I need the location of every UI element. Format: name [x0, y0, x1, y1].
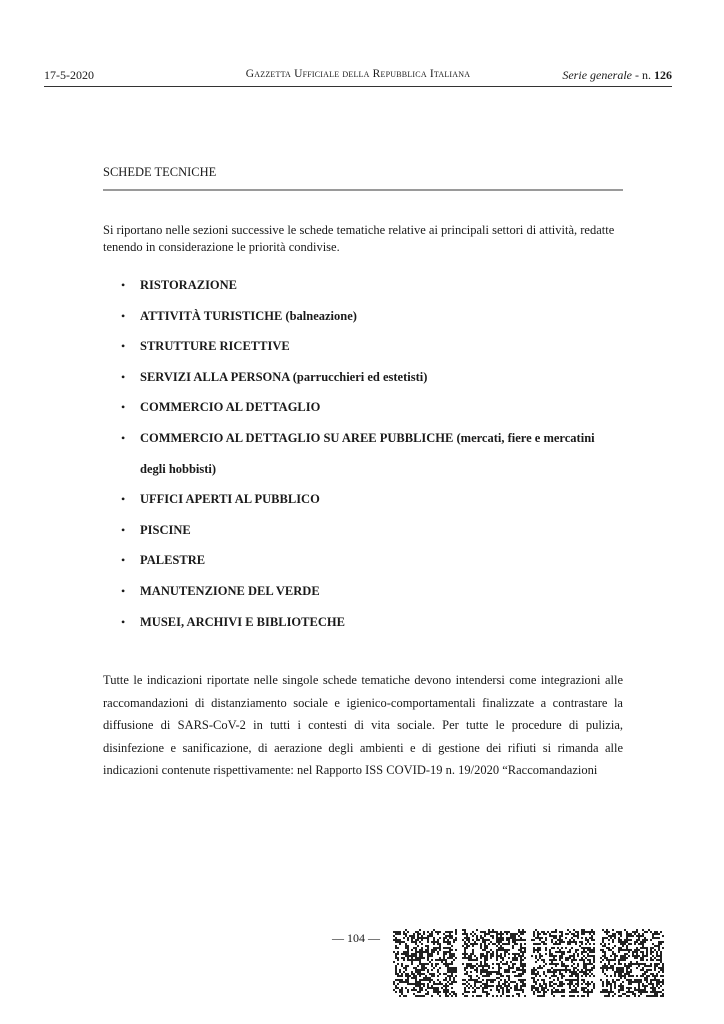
bullet-icon: •: [121, 492, 126, 507]
section-title: SCHEDE TECNICHE: [103, 165, 217, 179]
list-item-label: MUSEI, ARCHIVI E BIBLIOTECHE: [140, 614, 345, 629]
list-item-label: RISTORAZIONE: [140, 278, 238, 292]
bullet-icon: •: [121, 583, 126, 598]
list-item: [103, 301, 623, 332]
list-item-label: ATTIVITÀ TURISTICHE (balneazione): [140, 308, 357, 323]
list-item-label: PISCINE: [140, 522, 191, 537]
bullet-icon: •: [121, 308, 126, 323]
list-item: [103, 484, 623, 515]
list-item-label: STRUTTURE RICETTIVE: [140, 339, 290, 354]
list-item: [103, 423, 623, 484]
header-number-prefix: n.: [642, 68, 651, 82]
section-divider: [103, 189, 623, 191]
list-item: [103, 392, 623, 423]
bullet-icon: •: [121, 522, 126, 537]
list-item: [103, 545, 623, 576]
header-serie-label: Serie generale: [562, 68, 632, 82]
header-title: Gazzetta Ufficiale della Repubblica Italiana: [245, 68, 471, 80]
bullet-icon: •: [121, 553, 126, 568]
list-item-label: SERVIZI ALLA PERSONA (parrucchieri ed estetisti): [140, 369, 428, 384]
list-item: [103, 607, 623, 638]
security-code-icon: [531, 929, 595, 997]
activity-list: [103, 270, 623, 637]
security-code-icon: [462, 929, 526, 997]
intro-text: Si riportano nelle sezioni successive le schede tematiche relative ai principali settori di attività, redatte tenendo in considerazione le priorità condivise.: [103, 223, 615, 254]
header-divider: [44, 86, 672, 87]
bullet-icon: •: [121, 339, 126, 354]
list-item-label: COMMERCIO AL DETTAGLIO: [140, 400, 321, 415]
bullet-icon: •: [121, 614, 126, 629]
bullet-icon: •: [121, 369, 126, 384]
list-item-label: PALESTRE: [140, 553, 206, 568]
security-code-icon: [393, 929, 457, 997]
bullet-icon: •: [121, 400, 126, 415]
list-item-label: UFFICI APERTI AL PUBBLICO: [140, 492, 320, 507]
header-number: 126: [654, 68, 672, 82]
list-item: [103, 362, 623, 393]
bullet-icon: •: [121, 278, 126, 292]
security-code-icon: [600, 929, 664, 997]
header-bar: [44, 68, 672, 88]
page-number: — 104 —: [332, 931, 380, 945]
list-item-label: COMMERCIO AL DETTAGLIO SU AREE PUBBLICHE (mercati, fiere e mercatini degli hobbisti): [140, 430, 595, 476]
list-item: [103, 270, 623, 301]
header-date: 17-5-2020: [44, 68, 94, 82]
barcode-strip: [393, 929, 664, 997]
list-item-label: MANUTENZIONE DEL VERDE: [140, 583, 320, 598]
header-serie: Serie generale - n. 126: [562, 68, 672, 82]
list-item: [103, 576, 623, 607]
body-paragraph: Tutte le indicazioni riportate nelle singole schede tematiche devono intendersi come integrazioni alle raccomandazioni di distanziamento sociale e igienico-comportamentali finalizzate a contrastare la diffusione di SARS-CoV-2 in tutti i contesti di vita sociale. Per tutte le procedure di pulizia, disinfezione e sanificazione, di aerazione degli ambienti e di gestione dei rifiuti si rimanda alle indicazioni contenute rispettivamente: nel Rapporto ISS COVID-19 n. 19/2020 “Raccomandazioni: [103, 673, 623, 777]
list-item: [103, 331, 623, 362]
bullet-icon: •: [121, 430, 126, 445]
list-item: [103, 515, 623, 546]
